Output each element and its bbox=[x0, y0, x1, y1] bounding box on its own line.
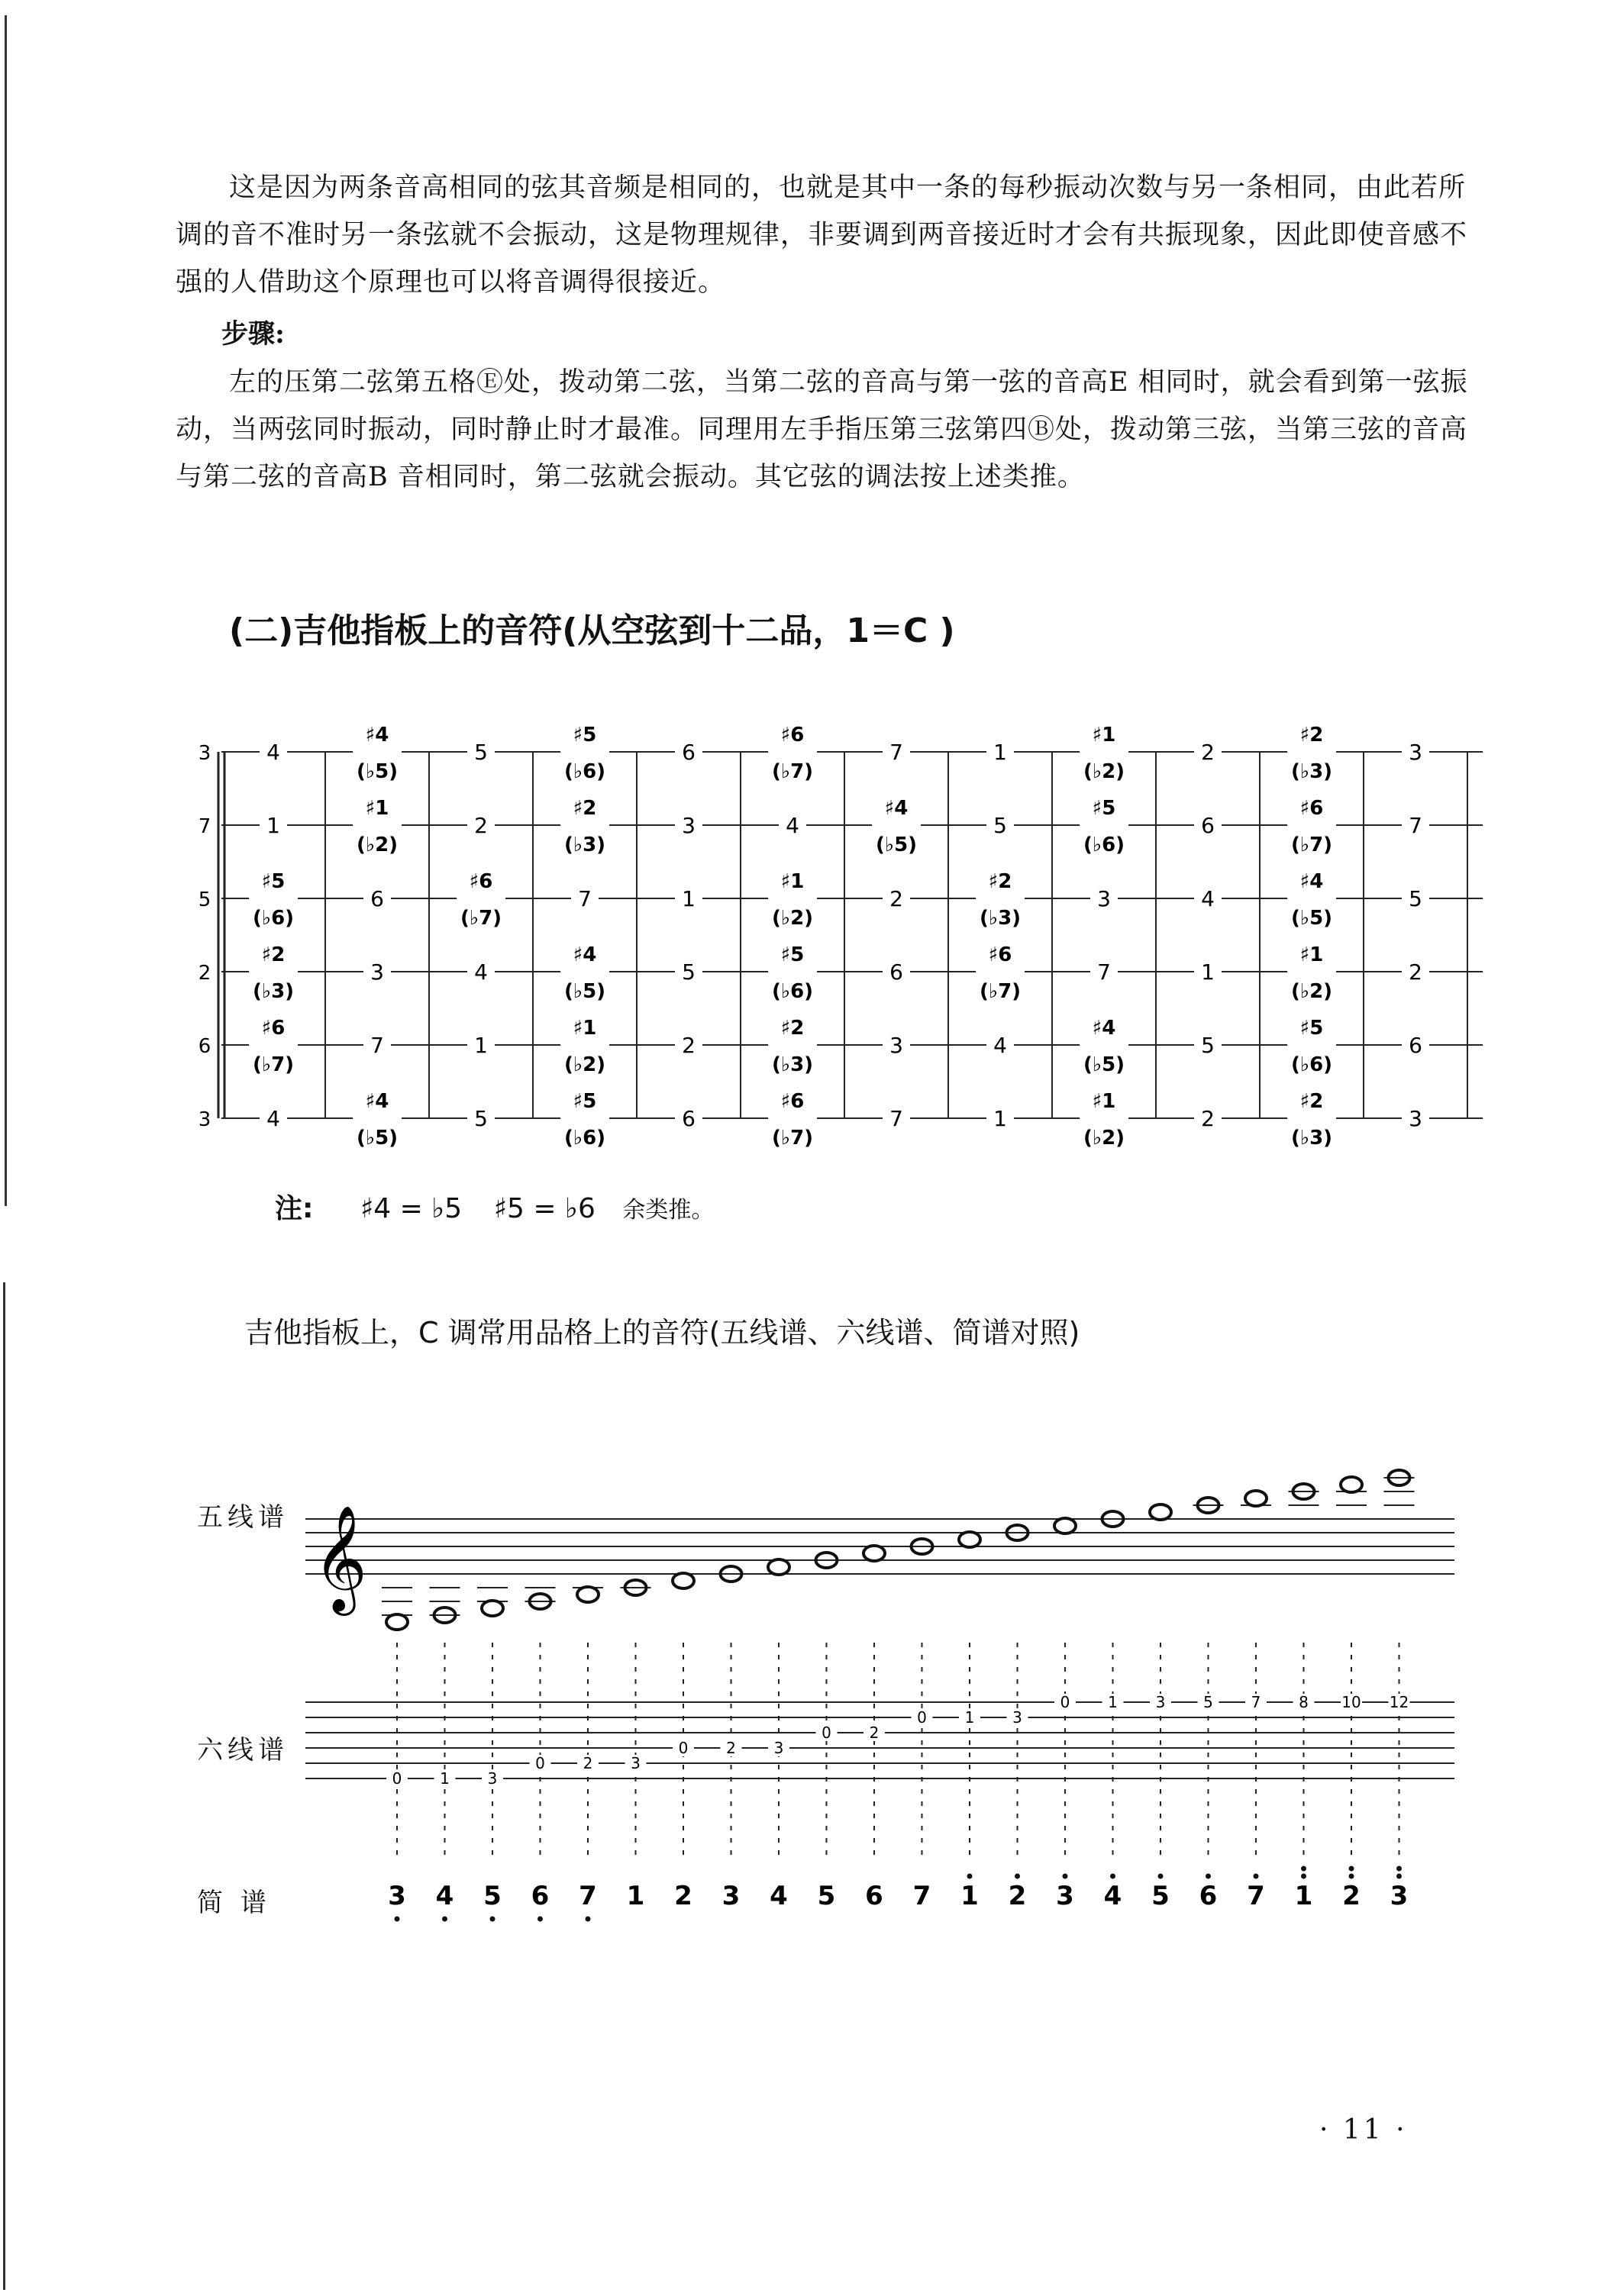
note-eq2-right: ♭6 bbox=[564, 1193, 596, 1224]
svg-text:6: 6 bbox=[531, 1881, 550, 1911]
whole-note bbox=[768, 1559, 789, 1575]
fret-note bbox=[1402, 1031, 1429, 1059]
svg-text:♯2: ♯2 bbox=[573, 797, 597, 820]
fret-note bbox=[467, 738, 495, 766]
svg-text:(♭5): (♭5) bbox=[356, 1127, 399, 1150]
open-string-note: 2 bbox=[198, 962, 211, 985]
whole-note bbox=[959, 1532, 980, 1547]
jianpu-row-label: 简 谱 bbox=[197, 1888, 271, 1918]
svg-text:♯5: ♯5 bbox=[1092, 797, 1116, 820]
svg-text:5: 5 bbox=[817, 1881, 836, 1911]
tab-fret-number bbox=[1245, 1693, 1267, 1711]
svg-text:♯5: ♯5 bbox=[780, 943, 805, 966]
svg-text:5: 5 bbox=[1151, 1881, 1170, 1911]
fret-note bbox=[675, 1104, 702, 1132]
fret-note bbox=[883, 738, 910, 766]
staff-row-label: 五线谱 bbox=[197, 1502, 289, 1533]
fret-note bbox=[1194, 738, 1222, 766]
svg-text:(♭3): (♭3) bbox=[771, 1053, 814, 1076]
svg-text:2: 2 bbox=[1409, 959, 1422, 985]
fret-note bbox=[260, 811, 287, 839]
svg-text:6: 6 bbox=[370, 886, 384, 911]
svg-text:6: 6 bbox=[865, 1881, 883, 1911]
tab-fret-number bbox=[577, 1754, 599, 1772]
fret-note bbox=[768, 1011, 817, 1079]
svg-text:1: 1 bbox=[266, 813, 280, 838]
svg-text:4: 4 bbox=[1201, 886, 1215, 911]
svg-text:7: 7 bbox=[912, 1881, 931, 1911]
svg-text:0: 0 bbox=[392, 1769, 402, 1788]
svg-text:♯4: ♯4 bbox=[1299, 870, 1324, 893]
svg-text:1: 1 bbox=[440, 1769, 450, 1788]
fret-note bbox=[675, 811, 702, 839]
svg-text:1: 1 bbox=[960, 1881, 979, 1911]
fret-note bbox=[675, 958, 702, 985]
svg-text:♯4: ♯4 bbox=[573, 943, 597, 966]
enharmonic-note: 注: ♯4 = ♭5 ♯5 = ♭6 余类推。 bbox=[275, 1193, 715, 1224]
svg-text:(♭5): (♭5) bbox=[1083, 1053, 1125, 1076]
svg-text:5: 5 bbox=[1201, 1033, 1215, 1058]
svg-text:♯2: ♯2 bbox=[1299, 724, 1324, 747]
fret-note bbox=[1194, 1031, 1222, 1059]
fret-note bbox=[1194, 885, 1222, 912]
fret-note bbox=[1080, 1011, 1128, 1079]
svg-text:6: 6 bbox=[889, 959, 903, 985]
svg-text:(♭2): (♭2) bbox=[1083, 1127, 1125, 1150]
svg-text:(♭2): (♭2) bbox=[1083, 760, 1125, 783]
jianpu-digit bbox=[385, 1878, 409, 1922]
fret-note bbox=[779, 811, 806, 839]
page-number: · 11 · bbox=[1319, 2114, 1408, 2146]
open-string-note: 6 bbox=[198, 1035, 211, 1058]
svg-text:♯4: ♯4 bbox=[365, 1090, 389, 1113]
svg-text:(♭6): (♭6) bbox=[563, 760, 606, 783]
svg-text:(♭6): (♭6) bbox=[1083, 834, 1125, 856]
fret-note bbox=[249, 1011, 298, 1079]
svg-text:(♭7): (♭7) bbox=[460, 907, 502, 930]
svg-text:3: 3 bbox=[487, 1769, 498, 1788]
tab-fret-number bbox=[530, 1754, 551, 1772]
svg-text:3: 3 bbox=[370, 959, 384, 985]
svg-text:(♭5): (♭5) bbox=[356, 760, 399, 783]
tab-fret-number bbox=[386, 1769, 408, 1788]
tab-fret-number bbox=[1150, 1693, 1171, 1711]
svg-text:0: 0 bbox=[678, 1739, 689, 1757]
jianpu-digit bbox=[910, 1878, 935, 1911]
svg-text:5: 5 bbox=[483, 1881, 502, 1911]
steps-label: 步骤: bbox=[221, 318, 285, 350]
svg-text:♯1: ♯1 bbox=[780, 870, 805, 893]
svg-text:(♭2): (♭2) bbox=[356, 834, 399, 856]
svg-text:3: 3 bbox=[1155, 1693, 1166, 1711]
svg-text:(♭7): (♭7) bbox=[771, 1127, 814, 1150]
fret-note bbox=[353, 718, 402, 785]
fret-note bbox=[1287, 718, 1336, 785]
note-eq1-right: ♭5 bbox=[431, 1193, 463, 1224]
whole-note bbox=[673, 1573, 694, 1588]
svg-text:(♭6): (♭6) bbox=[252, 907, 295, 930]
fret-note bbox=[1402, 738, 1429, 766]
svg-text:3: 3 bbox=[721, 1881, 741, 1911]
svg-text:♯6: ♯6 bbox=[780, 724, 805, 747]
tab-fret-number bbox=[434, 1769, 456, 1788]
svg-text:(♭6): (♭6) bbox=[563, 1127, 606, 1150]
fretboard-diagram bbox=[191, 702, 1474, 1150]
fret-note bbox=[1090, 958, 1118, 985]
svg-text:7: 7 bbox=[889, 740, 903, 765]
svg-text:7: 7 bbox=[1247, 1881, 1265, 1911]
svg-text:6: 6 bbox=[682, 1106, 696, 1131]
fret-note bbox=[1287, 1011, 1336, 1079]
svg-text:2: 2 bbox=[1008, 1881, 1027, 1911]
fret-note bbox=[883, 1031, 910, 1059]
svg-text:2: 2 bbox=[869, 1724, 880, 1742]
fret-note bbox=[467, 958, 495, 985]
fret-note bbox=[976, 938, 1025, 1005]
svg-text:6: 6 bbox=[1199, 1881, 1218, 1911]
svg-text:3: 3 bbox=[1012, 1708, 1022, 1727]
fret-note bbox=[1287, 865, 1336, 932]
svg-text:3: 3 bbox=[1409, 1106, 1422, 1131]
svg-text:5: 5 bbox=[993, 813, 1007, 838]
svg-text:0: 0 bbox=[822, 1724, 831, 1742]
note-tail: 余类推。 bbox=[622, 1197, 715, 1224]
svg-text:4: 4 bbox=[266, 1106, 280, 1131]
svg-text:4: 4 bbox=[993, 1033, 1007, 1058]
svg-text:4: 4 bbox=[474, 959, 488, 985]
fret-note bbox=[1080, 718, 1128, 785]
svg-text:1: 1 bbox=[964, 1708, 975, 1727]
svg-text:1: 1 bbox=[1294, 1881, 1313, 1911]
svg-text:5: 5 bbox=[1203, 1693, 1213, 1711]
svg-text:0: 0 bbox=[917, 1708, 927, 1727]
svg-text:(♭7): (♭7) bbox=[771, 760, 814, 783]
svg-text:7: 7 bbox=[889, 1106, 903, 1131]
svg-text:8: 8 bbox=[1299, 1693, 1309, 1711]
whole-note bbox=[1150, 1504, 1171, 1520]
svg-text:6: 6 bbox=[1409, 1033, 1422, 1058]
tab-fret-number bbox=[1389, 1693, 1410, 1711]
notation-comparison bbox=[0, 1420, 1614, 1954]
fret-note bbox=[675, 738, 702, 766]
paragraph-steps: 左的压第二弦第五格Ⓔ处，拨动第二弦，当第二弦的音高与第一弦的音高E 相同时，就会看到第一弦振动，当两弦同时振动，同时静止时才最准。同理用左手指压第三弦第四Ⓑ处，拨动第三弦，当第三弦的音高与第二弦的音高B 音相同时，第二弦就会振动。其它弦的调法按上述类推。 bbox=[176, 367, 1468, 492]
svg-text:4: 4 bbox=[770, 1881, 788, 1911]
fret-note bbox=[363, 885, 391, 912]
jianpu-digit bbox=[815, 1878, 839, 1911]
tab-fret-number bbox=[816, 1724, 838, 1742]
fret-note bbox=[353, 792, 402, 859]
open-string-note: 7 bbox=[198, 815, 211, 838]
fret-note bbox=[249, 938, 298, 1005]
fret-note bbox=[1194, 811, 1222, 839]
whole-note bbox=[386, 1614, 408, 1630]
tab-fret-number bbox=[673, 1739, 694, 1757]
fret-note bbox=[986, 738, 1014, 766]
svg-text:(♭3): (♭3) bbox=[563, 834, 606, 856]
fret-note bbox=[1080, 792, 1128, 859]
svg-text:3: 3 bbox=[682, 813, 696, 838]
fret-note bbox=[260, 738, 287, 766]
tab-row-label: 六线谱 bbox=[197, 1735, 289, 1766]
tab-fret-number bbox=[1293, 1693, 1315, 1711]
fret-note bbox=[976, 865, 1025, 932]
svg-text:5: 5 bbox=[474, 740, 488, 765]
svg-text:1: 1 bbox=[626, 1881, 645, 1911]
jianpu-digit bbox=[576, 1878, 600, 1922]
fret-note bbox=[363, 1031, 391, 1059]
fret-note bbox=[560, 938, 609, 1005]
jianpu-digit bbox=[624, 1878, 648, 1911]
note-eq1-left: ♯4 bbox=[360, 1193, 392, 1224]
section-heading: (二)吉他指板上的音符(从空弦到十二品，1＝C ) bbox=[229, 611, 955, 650]
svg-text:♯5: ♯5 bbox=[1299, 1017, 1324, 1040]
svg-text:♯5: ♯5 bbox=[573, 724, 597, 747]
jianpu-digit bbox=[1148, 1874, 1173, 1912]
svg-text:1: 1 bbox=[1108, 1693, 1118, 1711]
fret-note bbox=[560, 718, 609, 785]
svg-text:2: 2 bbox=[726, 1739, 736, 1757]
fret-note bbox=[768, 938, 817, 1005]
svg-text:7: 7 bbox=[1409, 813, 1422, 838]
fret-note bbox=[768, 865, 817, 932]
svg-text:♯4: ♯4 bbox=[1092, 1017, 1116, 1040]
svg-text:3: 3 bbox=[1409, 740, 1422, 765]
whole-note bbox=[577, 1587, 599, 1602]
fret-note bbox=[1402, 811, 1429, 839]
jianpu-digit bbox=[1101, 1874, 1125, 1912]
svg-text:(♭5): (♭5) bbox=[563, 980, 606, 1003]
svg-text:♯6: ♯6 bbox=[780, 1090, 805, 1113]
svg-text:♯6: ♯6 bbox=[988, 943, 1012, 966]
fret-note bbox=[1287, 792, 1336, 859]
svg-text:♯6: ♯6 bbox=[261, 1017, 286, 1040]
tab-fret-number bbox=[959, 1708, 980, 1727]
svg-text:(♭7): (♭7) bbox=[1290, 834, 1333, 856]
open-string-note: 3 bbox=[198, 1108, 211, 1131]
svg-text:♯2: ♯2 bbox=[261, 943, 286, 966]
jianpu-digit bbox=[1339, 1866, 1364, 1912]
svg-text:3: 3 bbox=[631, 1754, 641, 1772]
note-eq2-left: ♯5 bbox=[493, 1193, 525, 1224]
svg-text:7: 7 bbox=[370, 1033, 384, 1058]
svg-text:7: 7 bbox=[578, 886, 592, 911]
fret-note bbox=[1402, 1104, 1429, 1132]
tab-fret-number bbox=[863, 1724, 885, 1742]
tab-fret-number bbox=[1054, 1693, 1076, 1711]
svg-text:6: 6 bbox=[1201, 813, 1215, 838]
fret-note bbox=[467, 811, 495, 839]
jianpu-digit bbox=[671, 1878, 696, 1911]
svg-text:2: 2 bbox=[583, 1754, 593, 1772]
open-string-note: 5 bbox=[198, 888, 211, 911]
whole-note bbox=[1341, 1477, 1362, 1492]
fret-note bbox=[986, 811, 1014, 839]
svg-text:2: 2 bbox=[474, 813, 488, 838]
fret-note bbox=[1402, 958, 1429, 985]
note-label: 注: bbox=[275, 1193, 314, 1224]
svg-text:♯1: ♯1 bbox=[365, 797, 389, 820]
jianpu-digit bbox=[1006, 1874, 1030, 1912]
fret-note bbox=[883, 1104, 910, 1132]
tab-fret-number bbox=[768, 1739, 789, 1757]
svg-text:♯4: ♯4 bbox=[365, 724, 389, 747]
jianpu-digit bbox=[1244, 1874, 1268, 1912]
fret-note bbox=[872, 792, 921, 859]
svg-text:♯1: ♯1 bbox=[573, 1017, 597, 1040]
svg-text:3: 3 bbox=[1097, 886, 1111, 911]
svg-text:1: 1 bbox=[682, 886, 696, 911]
svg-text:3: 3 bbox=[889, 1033, 903, 1058]
svg-text:7: 7 bbox=[1097, 959, 1111, 985]
svg-text:5: 5 bbox=[1409, 886, 1422, 911]
svg-text:6: 6 bbox=[682, 740, 696, 765]
svg-text:4: 4 bbox=[786, 813, 799, 838]
jianpu-digit bbox=[767, 1878, 791, 1911]
fret-note bbox=[249, 865, 298, 932]
fret-note bbox=[986, 1031, 1014, 1059]
svg-text:(♭2): (♭2) bbox=[1290, 980, 1333, 1003]
svg-text:(♭2): (♭2) bbox=[771, 907, 814, 930]
jianpu-digit bbox=[862, 1878, 886, 1911]
svg-text:2: 2 bbox=[682, 1033, 696, 1058]
jianpu-digit bbox=[480, 1878, 505, 1922]
fret-note bbox=[1287, 938, 1336, 1005]
svg-text:(♭2): (♭2) bbox=[563, 1053, 606, 1076]
svg-text:(♭7): (♭7) bbox=[252, 1053, 295, 1076]
svg-text:♯2: ♯2 bbox=[1299, 1090, 1324, 1113]
comparison-heading: 吉他指板上，C 调常用品格上的音符(五线谱、六线谱、简谱对照) bbox=[244, 1316, 1080, 1350]
fret-note bbox=[467, 1104, 495, 1132]
svg-text:5: 5 bbox=[474, 1106, 488, 1131]
svg-text:3: 3 bbox=[1390, 1881, 1409, 1911]
svg-text:10: 10 bbox=[1341, 1693, 1361, 1711]
fret-note bbox=[560, 792, 609, 859]
treble-clef-icon: 𝄞 bbox=[313, 1505, 367, 1611]
svg-text:(♭3): (♭3) bbox=[252, 980, 295, 1003]
fret-note bbox=[1402, 885, 1429, 912]
fret-note bbox=[1080, 1085, 1128, 1152]
svg-text:(♭5): (♭5) bbox=[875, 834, 918, 856]
fret-note bbox=[883, 885, 910, 912]
open-string-note: 3 bbox=[198, 742, 211, 765]
svg-text:3: 3 bbox=[1056, 1881, 1074, 1911]
fret-note bbox=[986, 1104, 1014, 1132]
svg-text:♯4: ♯4 bbox=[884, 797, 909, 820]
svg-text:4: 4 bbox=[1103, 1881, 1122, 1911]
svg-text:4: 4 bbox=[435, 1881, 454, 1911]
svg-text:2: 2 bbox=[889, 886, 903, 911]
jianpu-digit bbox=[528, 1878, 553, 1922]
jianpu-digit bbox=[957, 1874, 982, 1912]
fret-note bbox=[1194, 958, 1222, 985]
fret-note bbox=[883, 958, 910, 985]
fret-note bbox=[1287, 1085, 1336, 1152]
svg-text:2: 2 bbox=[674, 1881, 692, 1911]
fret-note bbox=[1090, 885, 1118, 912]
fret-note bbox=[675, 885, 702, 912]
tab-fret-number bbox=[1007, 1708, 1028, 1727]
tab-fret-number bbox=[482, 1769, 503, 1788]
svg-text:2: 2 bbox=[1342, 1881, 1361, 1911]
svg-text:♯2: ♯2 bbox=[988, 870, 1012, 893]
svg-text:(♭3): (♭3) bbox=[1290, 760, 1333, 783]
svg-text:(♭6): (♭6) bbox=[1290, 1053, 1333, 1076]
binding-edge bbox=[5, 15, 7, 1206]
svg-text:(♭5): (♭5) bbox=[1290, 907, 1333, 930]
fret-note bbox=[363, 958, 391, 985]
svg-text:1: 1 bbox=[1201, 959, 1215, 985]
svg-text:1: 1 bbox=[474, 1033, 488, 1058]
svg-text:5: 5 bbox=[682, 959, 696, 985]
fret-note bbox=[457, 865, 505, 932]
fret-note bbox=[768, 718, 817, 785]
paragraph-resonance: 这是因为两条音高相同的弦其音频是相同的，也就是其中一条的每秒振动次数与另一条相同，由此若所调的音不准时另一条弦就不会振动，这是物理规律，非要调到两音接近时才会有共振现象，因此即使音感不强的人借助这个原理也可以将音调得很接近。 bbox=[176, 173, 1468, 298]
jianpu-digit bbox=[719, 1878, 744, 1911]
fret-note bbox=[675, 1031, 702, 1059]
whole-note bbox=[1245, 1491, 1267, 1506]
svg-text:2: 2 bbox=[1201, 1106, 1215, 1131]
fret-note bbox=[260, 1104, 287, 1132]
jianpu-digit bbox=[433, 1878, 457, 1922]
whole-note bbox=[1054, 1518, 1076, 1533]
fret-note bbox=[467, 1031, 495, 1059]
svg-text:1: 1 bbox=[993, 740, 1007, 765]
jianpu-digit bbox=[1053, 1874, 1077, 1912]
fret-note bbox=[768, 1085, 817, 1152]
svg-text:3: 3 bbox=[388, 1881, 406, 1911]
jianpu-digit bbox=[1196, 1874, 1221, 1912]
svg-text:♯1: ♯1 bbox=[1299, 943, 1324, 966]
tab-fret-number bbox=[1341, 1693, 1362, 1711]
svg-text:7: 7 bbox=[1251, 1693, 1261, 1711]
jianpu-digit bbox=[1387, 1866, 1412, 1912]
svg-text:♯5: ♯5 bbox=[573, 1090, 597, 1113]
svg-text:2: 2 bbox=[1201, 740, 1215, 765]
tab-fret-number bbox=[625, 1754, 647, 1772]
svg-text:(♭3): (♭3) bbox=[979, 907, 1022, 930]
whole-note bbox=[482, 1601, 503, 1616]
svg-text:♯1: ♯1 bbox=[1092, 1090, 1116, 1113]
svg-text:3: 3 bbox=[773, 1739, 784, 1757]
svg-text:(♭3): (♭3) bbox=[1290, 1127, 1333, 1150]
fret-note bbox=[1194, 1104, 1222, 1132]
svg-text:(♭7): (♭7) bbox=[979, 980, 1022, 1003]
svg-text:4: 4 bbox=[266, 740, 280, 765]
tab-fret-number bbox=[912, 1708, 933, 1727]
svg-text:(♭6): (♭6) bbox=[771, 980, 814, 1003]
svg-text:0: 0 bbox=[1060, 1693, 1070, 1711]
svg-text:7: 7 bbox=[579, 1881, 597, 1911]
svg-text:♯1: ♯1 bbox=[1092, 724, 1116, 747]
tab-fret-number bbox=[1102, 1693, 1124, 1711]
tab-fret-number bbox=[1198, 1693, 1219, 1711]
svg-text:♯6: ♯6 bbox=[1299, 797, 1324, 820]
jianpu-digit bbox=[1292, 1866, 1316, 1912]
svg-text:12: 12 bbox=[1389, 1693, 1409, 1711]
tab-fret-number bbox=[721, 1739, 742, 1757]
svg-text:♯6: ♯6 bbox=[469, 870, 493, 893]
svg-text:1: 1 bbox=[993, 1106, 1007, 1131]
fret-note bbox=[560, 1085, 609, 1152]
svg-text:♯5: ♯5 bbox=[261, 870, 286, 893]
whole-note bbox=[863, 1546, 885, 1561]
fret-note bbox=[560, 1011, 609, 1079]
fret-note bbox=[353, 1085, 402, 1152]
fret-note bbox=[571, 885, 599, 912]
svg-text:0: 0 bbox=[535, 1754, 545, 1772]
svg-text:♯2: ♯2 bbox=[780, 1017, 805, 1040]
